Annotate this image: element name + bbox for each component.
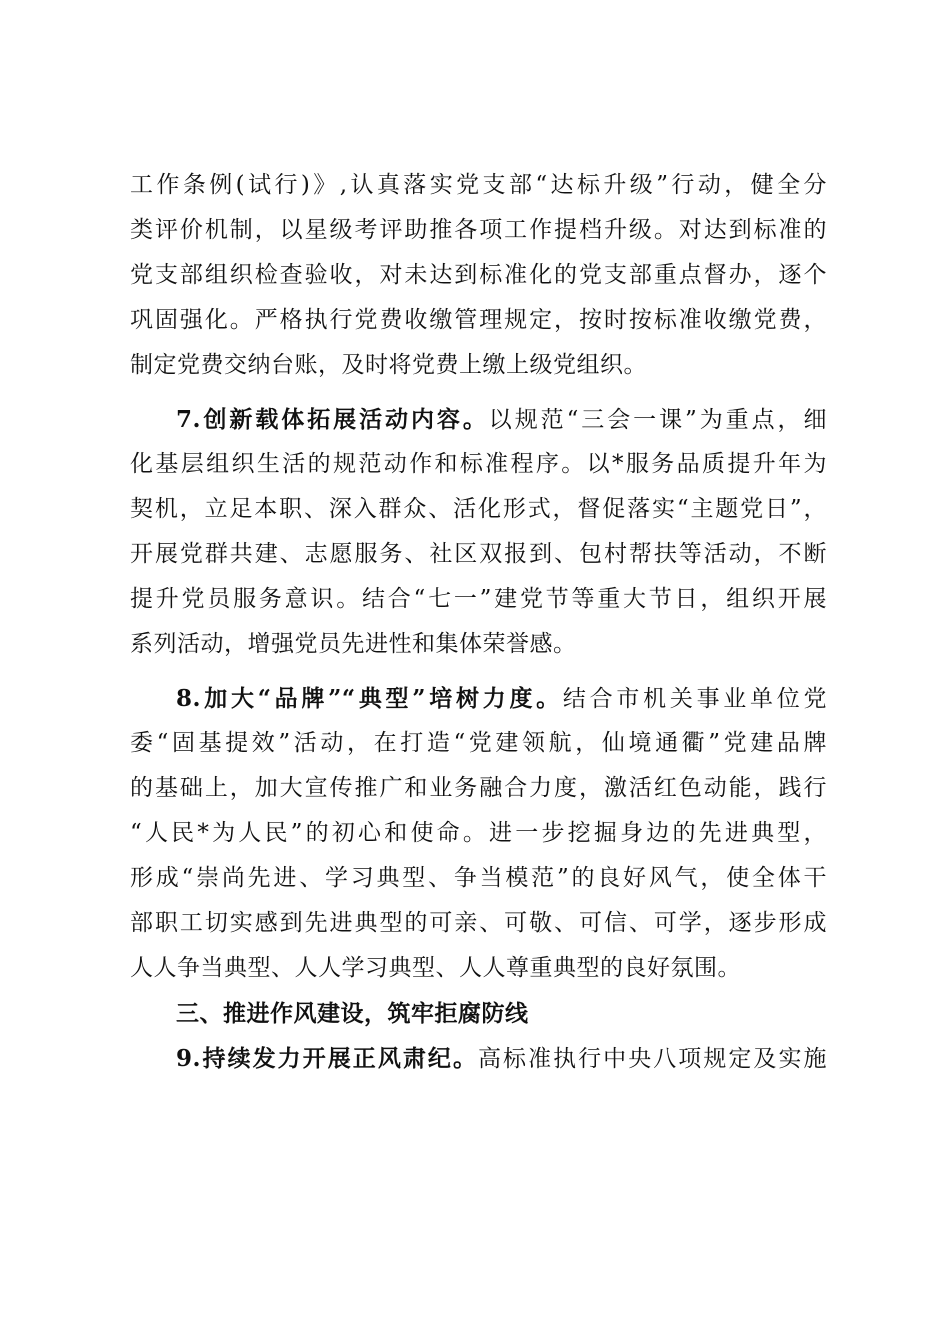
text-line: 系列活动，增强党员先进性和集体荣誉感。 bbox=[130, 631, 577, 657]
text-line: 委“固基提效”活动，在打造“党建领航，仙境通衢”党建品牌 bbox=[130, 730, 827, 756]
text-line: 形成“崇尚先进、学习典型、争当模范”的良好风气，使全体干 bbox=[130, 865, 827, 891]
paragraph-item-7 bbox=[130, 397, 827, 667]
text-line: 的基础上，加大宣传推广和业务融合力度，激活红色动能，践行 bbox=[130, 775, 827, 801]
text-line: 开展党群共建、志愿服务、社区双报到、包村帮扶等活动，不断 bbox=[130, 541, 827, 567]
text-line: 党支部组织检查验收，对未达到标准化的党支部重点督办，逐个 bbox=[130, 262, 827, 288]
paragraph-lead-heading: 8.加大“品牌”“典型”培树力度。 bbox=[176, 685, 563, 712]
text-line: 契机，立足本职、深入群众、活化形式，督促落实“主题党日”， bbox=[130, 496, 827, 522]
text-line: 提升党员服务意识。结合“七一”建党节等重大节日，组织开展 bbox=[130, 586, 827, 612]
text-line: 化基层组织生活的规范动作和标准程序。以*服务品质提升年为 bbox=[130, 451, 827, 477]
paragraph-first-line bbox=[130, 676, 827, 721]
paragraph-item-9 bbox=[130, 1036, 827, 1081]
text-line: 巩固强化。严格执行党费收缴管理规定，按时按标准收缴党费， bbox=[130, 307, 827, 333]
text-line: 人人争当典型、人人学习典型、人人尊重典型的良好氛围。 bbox=[130, 955, 741, 981]
text-line: “人民*为人民”的初心和使命。进一步挖掘身边的先进典型， bbox=[130, 820, 827, 846]
section-heading: 三、推进作风建设，筑牢拒腐防线 bbox=[176, 1000, 529, 1027]
paragraph-first-line bbox=[130, 1036, 827, 1081]
paragraph-first-line-text: 以规范“三会一课”为重点，细 bbox=[488, 407, 827, 433]
paragraph-lead-heading: 7.创新载体拓展活动内容。 bbox=[176, 406, 489, 433]
text-line: 类评价机制，以星级考评助推各项工作提档升级。对达到标准的 bbox=[130, 217, 827, 243]
paragraph-lead-heading: 9.持续发力开展正风肃纪。 bbox=[176, 1045, 478, 1072]
paragraph-first-line-text: 高标准执行中央八项规定及实施 bbox=[477, 1046, 827, 1072]
text-line: 部职工切实感到先进典型的可亲、可敬、可信、可学，逐步形成 bbox=[130, 910, 827, 936]
paragraph-continuation bbox=[130, 163, 827, 388]
paragraph-first-line bbox=[130, 397, 827, 442]
document-body bbox=[130, 163, 827, 1081]
paragraph-first-line-text: 结合市机关事业单位党 bbox=[562, 686, 827, 712]
text-line: 制定党费交纳台账，及时将党费上缴上级党组织。 bbox=[130, 352, 647, 378]
paragraph-item-8 bbox=[130, 676, 827, 991]
text-line: 工作条例(试行)》,认真落实党支部“达标升级”行动，健全分 bbox=[130, 172, 827, 198]
